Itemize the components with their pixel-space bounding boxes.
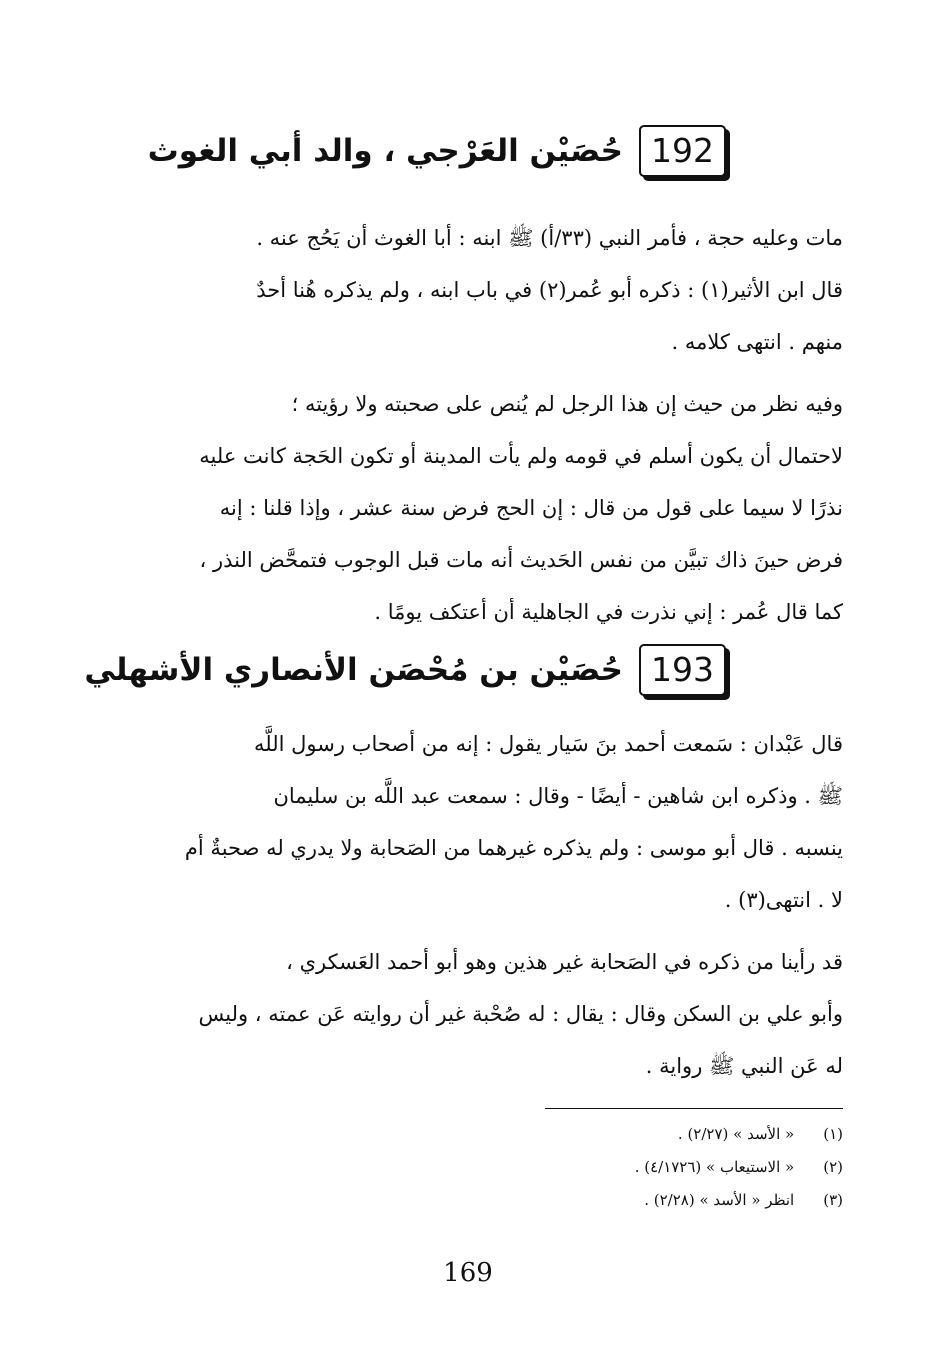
entry-number-box: 193	[639, 644, 726, 696]
footnotes	[500, 1118, 843, 1217]
footnote-text: انظر « الأسد » (٢/٢٨) .	[644, 1191, 795, 1209]
text-line: لا . انتهى(٣) .	[724, 888, 843, 912]
footnote-number: (١)	[823, 1125, 843, 1143]
footnote-text: « الاستيعاب » (٤/١٧٢٦) .	[634, 1158, 795, 1176]
text-line: وفيه نظر من حيث إن هذا الرجل لم يُنص على صحبته ولا رؤيته ؛	[291, 392, 843, 416]
footnote	[500, 1151, 843, 1184]
footnote	[500, 1118, 843, 1151]
footnote-number: (٢)	[823, 1158, 843, 1176]
text-line: نذرًا لا سيما على قول من قال : إن الحج فرض سنة عشر ، وإذا قلنا : إنه	[219, 496, 843, 520]
entry-title: حُصَيْن بن مُحْصَن الأنصاري الأشهلي	[84, 652, 623, 688]
text-line: وأبو علي بن السكن وقال : يقال : له صُحْبة غير أن روايته عَن عمته ، وليس	[198, 1002, 843, 1026]
text-line: مات وعليه حجة ، فأمر النبي (٣٣/أ) ﷺ ابنه : أبا الغوث أن يَحُج عنه .	[256, 226, 843, 250]
text-line: فرض حينَ ذاك تبيَّن من نفس الحَديث أنه مات قبل الوجوب فتمحَّض النذر ،	[199, 548, 843, 572]
footnote	[500, 1184, 843, 1217]
paragraph	[97, 212, 843, 368]
page-number: 169	[443, 1258, 493, 1288]
entry-number-box: 192	[639, 125, 726, 177]
text-line: ﷺ . وذكره ابن شاهين - أيضًا - وقال : سمعت عبد اللَّه بن سليمان	[273, 784, 843, 808]
entry-title: حُصَيْن العَرْجي ، والد أبي الغوث	[147, 133, 623, 169]
paragraph	[97, 378, 843, 638]
text-line: قد رأينا من ذكره في الصَحابة غير هذين وهو أبو أحمد العَسكري ،	[286, 950, 843, 974]
text-line: له عَن النبي ﷺ رواية .	[645, 1054, 843, 1078]
text-line: لاحتمال أن يكون أسلم في قومه ولم يأت المدينة أو تكون الحَجة كانت عليه	[199, 444, 843, 468]
paragraph	[97, 718, 843, 926]
text-line: قال ابن الأثير(١) : ذكره أبو عُمر(٢) في باب ابنه ، ولم يذكره هُنا أحدٌ	[256, 278, 843, 302]
footnote-divider	[545, 1108, 843, 1109]
paragraph	[97, 936, 843, 1092]
text-line: ينسبه . قال أبو موسى : ولم يذكره غيرهما من الصَحابة ولا يدري له صحبةٌ أم	[184, 836, 843, 860]
entry-header-192	[148, 125, 726, 177]
text-line: منهم . انتهى كلامه .	[671, 330, 843, 354]
footnote-text: « الأسد » (٢/٢٧) .	[677, 1125, 795, 1143]
footnote-number: (٣)	[823, 1191, 843, 1209]
text-line: كما قال عُمر : إني نذرت في الجاهلية أن أعتكف يومًا .	[374, 600, 843, 624]
entry-header-193	[84, 644, 726, 696]
text-line: قال عَبْدان : سَمعت أحمد بنَ سَيار يقول : إنه من أصحاب رسول اللَّه	[254, 732, 843, 756]
